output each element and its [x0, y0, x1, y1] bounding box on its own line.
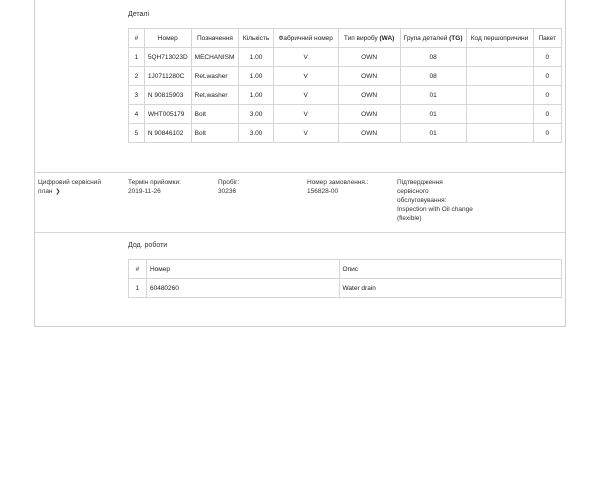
part-primary-code-cell	[466, 124, 533, 143]
col-header-quantity: Кількість	[239, 29, 274, 48]
extra-work-header-row	[129, 260, 562, 279]
table-row	[129, 105, 562, 124]
part-number-cell: WHT005179	[144, 105, 191, 124]
table-row	[129, 124, 562, 143]
part-designation-cell: Ret.washer	[191, 67, 239, 86]
part-package-cell: 0	[533, 67, 562, 86]
chevron-down-icon[interactable]: ❯	[55, 189, 61, 195]
col-header-number: Номер	[146, 260, 339, 279]
part-quantity-cell: 1.00	[239, 86, 274, 105]
mileage-label: Пробіг:	[218, 179, 240, 186]
part-num-cell: 2	[129, 67, 145, 86]
part-primary-code-cell	[466, 86, 533, 105]
extra-work-section-title: Дод. роботи	[128, 242, 168, 249]
part-group-cell: 08	[400, 48, 466, 67]
confirm-label-line3: обслуговування:	[397, 197, 447, 204]
table-row	[129, 86, 562, 105]
col-header-product-type	[338, 29, 400, 48]
part-designation-cell: Bolt	[191, 124, 239, 143]
part-product-type-cell: OWN	[338, 67, 400, 86]
part-group-code: (TG)	[449, 34, 463, 42]
part-number-cell: N 90846102	[144, 124, 191, 143]
part-quantity-cell: 3.00	[239, 124, 274, 143]
acceptance-date-value: 2019-11-26	[128, 188, 161, 195]
part-package-cell: 0	[533, 105, 562, 124]
part-group-cell: 01	[400, 105, 466, 124]
part-product-type-cell: OWN	[338, 105, 400, 124]
part-designation-cell: MECHANISM	[191, 48, 239, 67]
part-number-cell: 1J0711280C	[144, 67, 191, 86]
table-row	[129, 67, 562, 86]
extra-work-table	[128, 259, 562, 298]
col-header-part-group	[400, 29, 466, 48]
parts-section-title: Деталі	[128, 11, 150, 18]
col-header-primary-code: Код першопричини	[466, 29, 533, 48]
confirm-value-line2: (flexible)	[397, 215, 422, 222]
part-package-cell: 0	[533, 124, 562, 143]
part-num-cell: 3	[129, 86, 145, 105]
extra-work-description-cell: Water drain	[339, 279, 561, 298]
parts-table	[128, 28, 562, 143]
order-number-value: 156828-00	[307, 188, 339, 195]
part-designation-cell: Ret.washer	[191, 86, 239, 105]
table-row	[129, 279, 562, 298]
part-product-type-cell: OWN	[338, 86, 400, 105]
digital-service-plan-toggle[interactable]	[38, 178, 118, 197]
confirm-value-line1: Inspection with Oil change	[397, 206, 473, 213]
part-group-cell: 08	[400, 67, 466, 86]
table-row	[129, 48, 562, 67]
part-primary-code-cell	[466, 67, 533, 86]
product-type-label: Тип виробу	[343, 34, 380, 42]
part-primary-code-cell	[466, 105, 533, 124]
part-product-type-cell: OWN	[338, 48, 400, 67]
part-quantity-cell: 1.00	[239, 48, 274, 67]
part-factory-number-cell: V	[273, 86, 338, 105]
part-group-label: Група деталей	[403, 34, 450, 42]
col-header-factory-number: Фабричний номер	[273, 29, 338, 48]
col-header-package: Пакет	[533, 29, 562, 48]
part-number-cell: 5QH713023D	[144, 48, 191, 67]
confirm-label-line2: сервісного	[397, 188, 429, 195]
part-primary-code-cell	[466, 48, 533, 67]
part-designation-cell: Bolt	[191, 105, 239, 124]
part-num-cell: 5	[129, 124, 145, 143]
part-factory-number-cell: V	[273, 48, 338, 67]
part-package-cell: 0	[533, 86, 562, 105]
section-divider-top	[34, 172, 566, 173]
col-header-number: Номер	[144, 29, 191, 48]
part-package-cell: 0	[533, 48, 562, 67]
parts-table-header-row	[129, 29, 562, 48]
service-confirmation-label	[397, 178, 497, 205]
col-header-num: #	[129, 260, 147, 279]
col-header-num: #	[129, 29, 145, 48]
section-divider-bottom	[34, 232, 566, 233]
extra-work-number-cell: 60480260	[146, 279, 339, 298]
part-num-cell: 4	[129, 105, 145, 124]
service-confirmation-value	[397, 205, 517, 223]
part-number-cell: N 90815903	[144, 86, 191, 105]
col-header-designation: Позначення	[191, 29, 239, 48]
order-number-label: Номер замовлення.:	[307, 179, 369, 186]
part-group-cell: 01	[400, 86, 466, 105]
part-factory-number-cell: V	[273, 67, 338, 86]
confirm-label-line1: Підтвердження	[397, 179, 443, 186]
part-quantity-cell: 1.00	[239, 67, 274, 86]
part-factory-number-cell: V	[273, 124, 338, 143]
extra-work-num-cell: 1	[129, 279, 147, 298]
service-plan-label-line2: план	[38, 188, 53, 195]
product-type-code: (WA)	[379, 34, 395, 42]
part-product-type-cell: OWN	[338, 124, 400, 143]
service-plan-label-line1: Цифровий сервісний	[38, 179, 102, 186]
part-group-cell: 01	[400, 124, 466, 143]
part-num-cell: 1	[129, 48, 145, 67]
part-quantity-cell: 3.00	[239, 105, 274, 124]
part-factory-number-cell: V	[273, 105, 338, 124]
col-header-description: Опис	[339, 260, 561, 279]
acceptance-date-label: Термін прийомки:	[128, 179, 181, 186]
mileage-value: 30236	[218, 188, 237, 195]
